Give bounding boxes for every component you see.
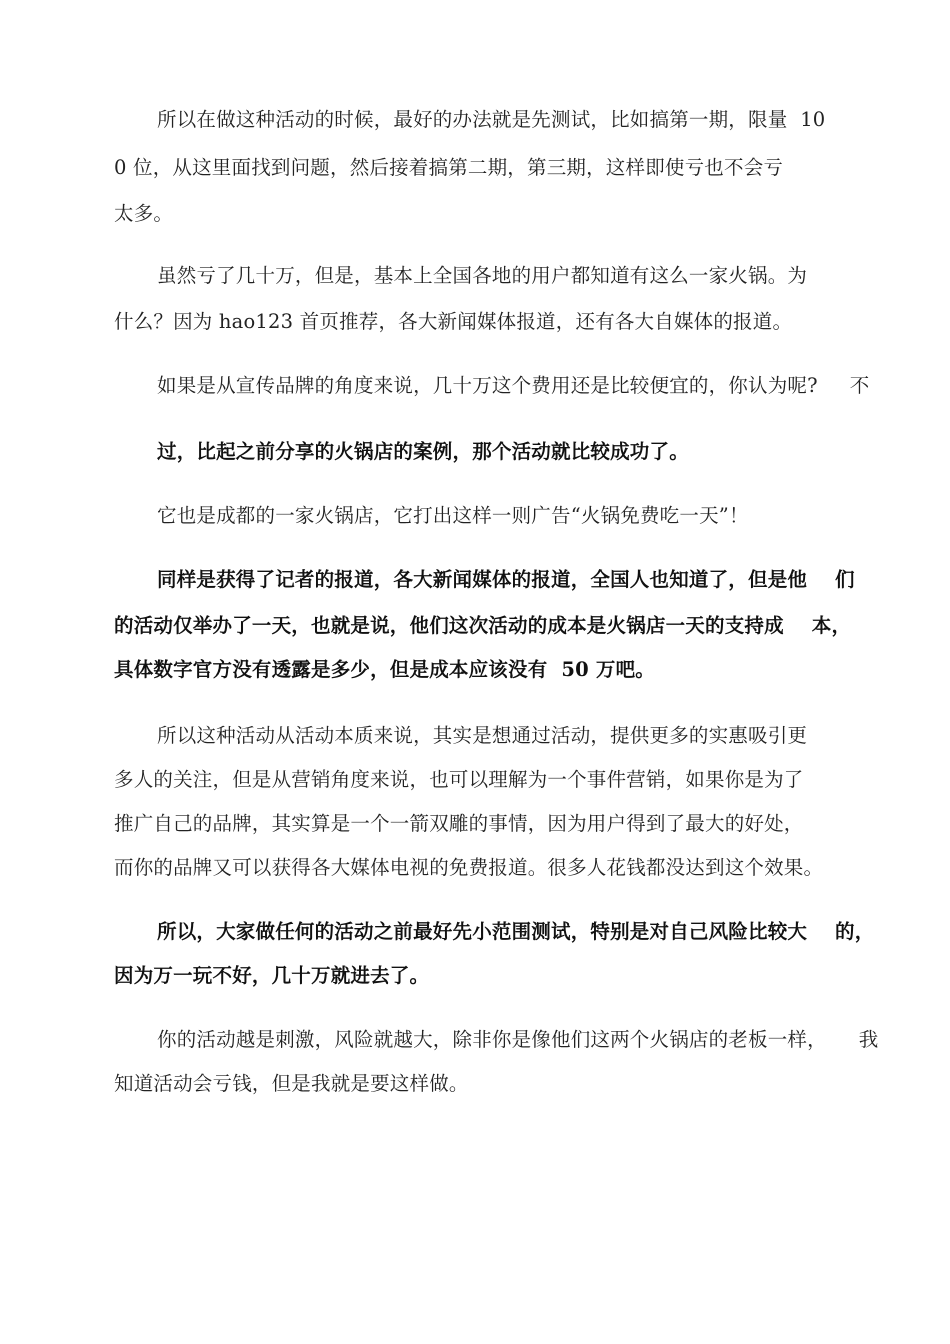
paragraph-9-line-1: 你的活动越是刺激，风险就越大，除非你是像他们这两个火锅店的老板一样， 我 <box>157 1028 879 1051</box>
paragraph-1-line-1: 所以在做这种活动的时候，最好的办法就是先测试，比如搞第一期，限量 10 <box>157 108 826 131</box>
paragraph-7-line-2: 多人的关注，但是从营销角度来说，也可以理解为一个事件营销，如果你是为了 <box>114 768 804 791</box>
paragraph-7-line-1: 所以这种活动从活动本质来说，其实是想通过活动，提供更多的实惠吸引更 <box>157 724 808 747</box>
paragraph-6-line-3: 具体数字官方没有透露是多少，但是成本应该没有 50 万吧。 <box>114 658 656 681</box>
paragraph-1-line-3: 太多。 <box>114 202 174 225</box>
paragraph-4-line-1: 过，比起之前分享的火锅店的案例，那个活动就比较成功了。 <box>157 440 689 463</box>
paragraph-6-line-2: 的活动仅举办了一天，也就是说，他们这次活动的成本是火锅店一天的支持成 本， <box>114 614 852 637</box>
paragraph-1-line-2: 0 位，从这里面找到问题，然后接着搞第二期，第三期，这样即使亏也不会亏 <box>114 156 784 179</box>
paragraph-6-line-1: 同样是获得了记者的报道，各大新闻媒体的报道，全国人也知道了，但是他 们 <box>157 568 855 591</box>
paragraph-8-line-2: 因为万一玩不好，几十万就进去了。 <box>114 964 430 987</box>
paragraph-5-line-1: 它也是成都的一家火锅店，它打出这样一则广告“火锅免费吃一天”！ <box>157 504 749 527</box>
paragraph-7-line-3: 推广自己的品牌，其实算是一个一箭双雕的事情，因为用户得到了最大的好处， <box>114 812 804 835</box>
paragraph-2-line-1: 虽然亏了几十万，但是，基本上全国各地的用户都知道有这么一家火锅。为 <box>157 264 808 287</box>
paragraph-8-line-1: 所以，大家做任何的活动之前最好先小范围测试，特别是对自己风险比较大 的， <box>157 920 875 943</box>
paragraph-3-line-1: 如果是从宣传品牌的角度来说，几十万这个费用还是比较便宜的，你认为呢? 不 <box>157 374 870 397</box>
paragraph-7-line-4: 而你的品牌又可以获得各大媒体电视的免费报道。很多人花钱都没达到这个效果。 <box>114 856 824 879</box>
paragraph-9-line-2: 知道活动会亏钱，但是我就是要这样做。 <box>114 1072 469 1095</box>
paragraph-2-line-2: 什么？因为 hao123 首页推荐，各大新闻媒体报道，还有各大自媒体的报道。 <box>114 310 793 333</box>
